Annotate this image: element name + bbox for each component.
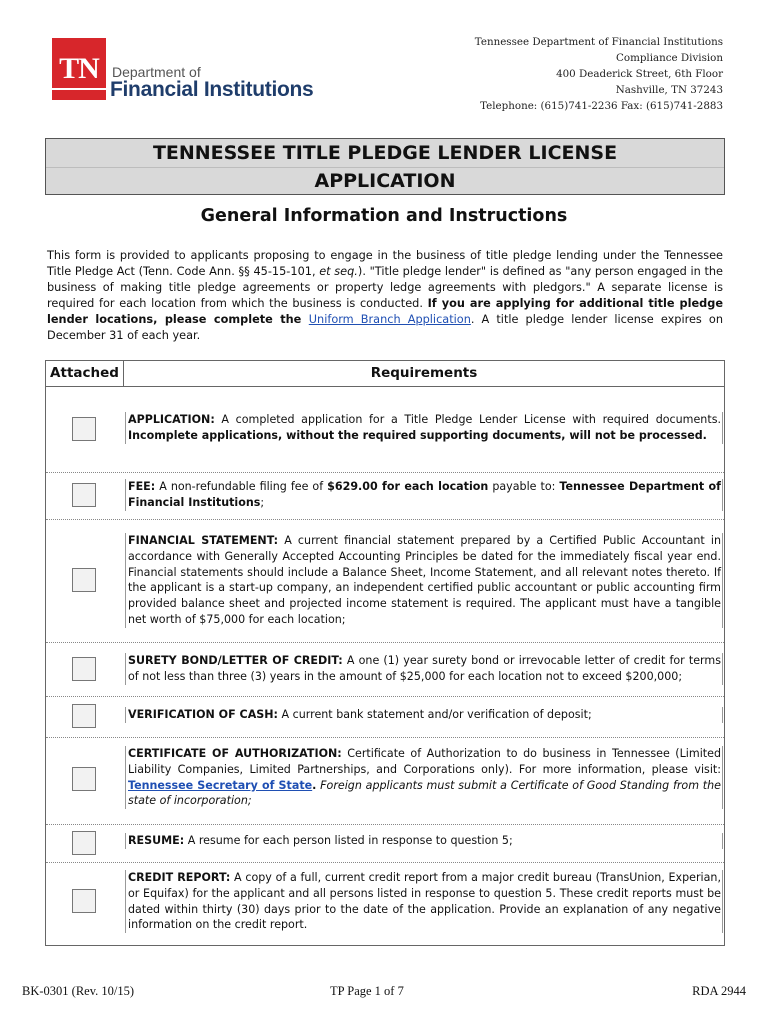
table-header [46, 361, 724, 387]
address-line: 400 Deaderick Street, 6th Floor [556, 68, 723, 80]
attached-column-header: Attached [46, 361, 124, 386]
attached-checkbox-application[interactable] [72, 417, 96, 441]
requirement-body: A copy of a full, current credit report from a major credit bureau (TransUnion, Experian, or Equifax) for the applicant and all persons listed in response to question 5. These credit reports must be dated within thirty (30) days prior to the date of the application. Provide an explanation of any negative information on the credit report. [128, 871, 721, 932]
logo-financial-institutions-text: Financial Institutions [110, 78, 314, 101]
requirement-italic: Foreign applicants must submit a Certificate of Good Standing from the state of incorporation; [128, 778, 721, 808]
attached-checkbox-resume[interactable] [72, 831, 96, 855]
intro-text: This form is provided to applicants proposing to engage in the business of title pledge lending under the Tennessee Title Pledge Act (Tenn. Code Ann. §§ 45-15-101, [47, 249, 723, 278]
requirement-body: A current bank statement and/or verification of deposit; [278, 708, 592, 721]
section-heading: General Information and Instructions [200, 206, 568, 226]
form-title-box [45, 138, 725, 195]
requirement-row-surety-bond [46, 643, 724, 697]
logo-department-text: Department of [112, 64, 201, 80]
address-line: Tennessee Department of Financial Institutions [474, 36, 723, 48]
requirement-row-credit-report [46, 863, 724, 944]
requirement-bold: Incomplete applications, without the required supporting documents, will not be processed. [128, 428, 707, 442]
form-title-line-1: TENNESSEE TITLE PLEDGE LENDER LICENSE [46, 140, 724, 168]
requirement-row-financial-statement [46, 520, 724, 643]
requirement-body: A resume for each person listed in response to question 5; [184, 834, 513, 847]
requirement-text [125, 707, 723, 723]
requirement-label: FINANCIAL STATEMENT: [128, 534, 279, 547]
requirement-row-certificate-of-authorization [46, 738, 724, 825]
rda-number: RDA 2944 [692, 984, 746, 998]
requirement-body: A current financial statement prepared by a Certified Public Accountant in accordance with Generally Accepted Accounting Principles be dated for the immediately fiscal year end. Financial statements should include a Balance Sheet, Income Statement, and all relevant notes thereto. If the applicant is a start-up company, an independent certified public accountant or public accounting firm provided balance sheet and projected income statement is required. The applicant must have a tangible net worth of $75,000 for each location; [128, 534, 721, 626]
intro-text: ). "Title pledge lender" is defined as "any person engaged in the business of making title pledge agreements or property ledge agreements with pledgors." A separate license is required for each location from which the business is conducted. [47, 265, 723, 310]
intro-bold: If you are applying for additional title pledge lender locations, please complete the [47, 297, 723, 326]
requirement-body: A one (1) year surety bond or irrevocable letter of credit for terms of not less than three (3) years in the amount of $25,000 for each location not to exceed $200,000; [128, 654, 721, 683]
requirement-row-verification-of-cash [46, 697, 724, 738]
requirement-label: CREDIT REPORT: [128, 871, 231, 884]
requirement-text [125, 746, 723, 809]
tn-logo-mark: TN [52, 38, 106, 100]
requirement-row-application [46, 387, 724, 473]
address-line: Compliance Division [616, 52, 723, 64]
attached-checkbox-credit-report[interactable] [72, 889, 96, 913]
agency-address [475, 34, 723, 114]
tdfi-logo [52, 38, 314, 104]
page-number: TP Page 1 of 7 [330, 984, 404, 998]
requirement-text [125, 653, 723, 685]
requirement-text [125, 412, 723, 444]
attached-checkbox-verification-of-cash[interactable] [72, 704, 96, 728]
intro-italic: et seq. [319, 265, 358, 278]
secretary-of-state-link[interactable]: Tennessee Secretary of State [128, 778, 313, 792]
attached-checkbox-fee[interactable] [72, 483, 96, 507]
requirement-label: RESUME: [128, 834, 185, 847]
requirement-label: FEE: [128, 480, 156, 493]
requirement-row-fee [46, 473, 724, 520]
requirement-label: VERIFICATION OF CASH: [128, 708, 278, 721]
attached-checkbox-certificate-of-authorization[interactable] [72, 767, 96, 791]
requirement-label: CERTIFICATE OF AUTHORIZATION: [128, 747, 342, 760]
requirement-text [125, 833, 723, 849]
requirement-text [125, 479, 723, 511]
requirement-bold: . [312, 778, 317, 792]
requirement-text [125, 870, 723, 933]
attached-checkbox-financial-statement[interactable] [72, 568, 96, 592]
requirements-column-header: Requirements [370, 365, 478, 381]
requirements-table [45, 360, 725, 946]
requirement-body: A non-refundable filing fee of [155, 480, 328, 493]
requirement-label: APPLICATION: [128, 413, 215, 426]
requirement-body: A completed application for a Title Pledge Lender License with required documents. [214, 413, 721, 426]
requirement-body: ; [260, 495, 265, 509]
intro-paragraph [47, 248, 723, 344]
requirement-body: payable to: [488, 480, 560, 493]
address-line: Nashville, TN 37243 [615, 84, 723, 96]
uniform-branch-application-link[interactable]: Uniform Branch Application [308, 313, 471, 326]
requirement-body: Certificate of Authorization to do business in Tennessee (Limited Liability Companies, Limited Partnerships, and Corporations only). For more information, please visit: [128, 747, 721, 776]
requirement-text [125, 533, 723, 628]
form-title-line-2: APPLICATION [314, 170, 456, 192]
requirement-bold: Tennessee Department of Financial Institutions [128, 480, 721, 509]
requirement-label: SURETY BOND/LETTER OF CREDIT: [128, 654, 343, 667]
requirement-bold: $629.00 for each location [327, 480, 489, 493]
address-line: Telephone: (615)741-2236 Fax: (615)741-2883 [480, 100, 723, 112]
requirement-row-resume [46, 825, 724, 863]
intro-text: . A title pledge lender license expires on December 31 of each year. [47, 313, 723, 342]
attached-checkbox-surety-bond[interactable] [72, 657, 96, 681]
form-number: BK-0301 (Rev. 10/15) [22, 984, 135, 998]
